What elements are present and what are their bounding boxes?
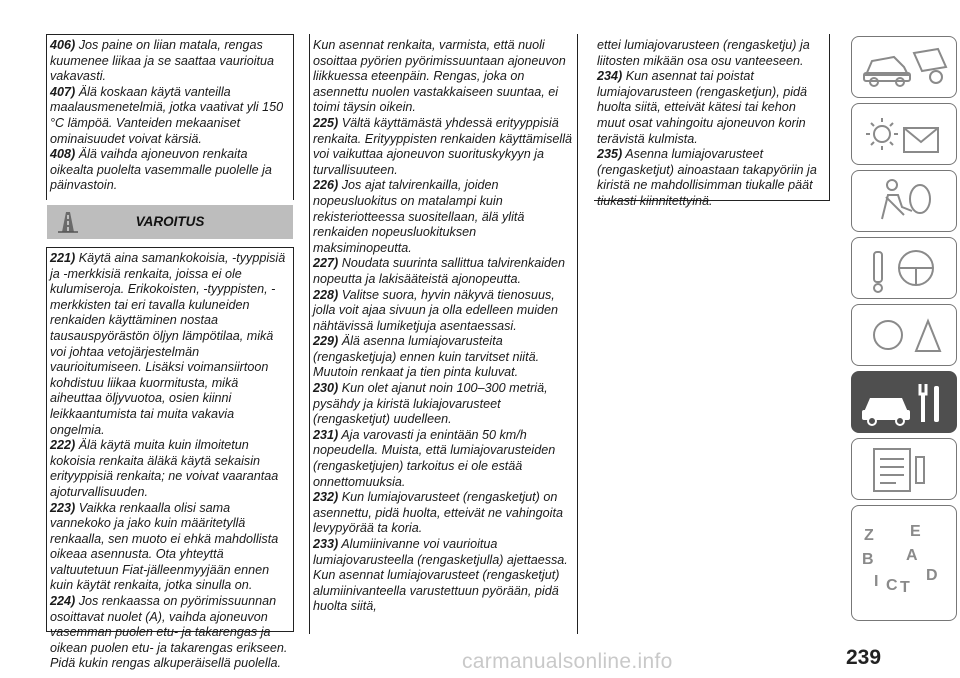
tab-technical-data[interactable] <box>851 438 957 500</box>
note-text: Kun asennat renkaita, varmista, että nuoli osoittaa pyörien pyörimissuuntaan ajoneuvon liikkuessa eteenpäin. Rengas, joka on asennettu nuolen vastakkaiseen suuntaa, ei toimi täysin oikein. <box>313 38 566 115</box>
svg-text:E: E <box>910 523 921 540</box>
note-number: 407) <box>50 84 76 99</box>
svg-text:Z: Z <box>864 527 874 544</box>
note-407 <box>50 85 292 147</box>
note-number: 232) <box>313 490 339 505</box>
specifications-list-icon <box>852 439 956 499</box>
warning-221 <box>50 251 292 438</box>
warning-228 <box>313 288 575 335</box>
column-2 <box>313 38 575 615</box>
col1-lower-right-rule <box>293 247 294 631</box>
note-text: Älä asenna lumiajovarusteita (rengasketjuja) ennen kuin tarvitset niitä. Muutoin renkaat ja tien pinta kuluvat. <box>313 334 540 380</box>
note-text: Valitse suora, hyvin näkyvä tienosuus, jolla voit ajaa sivuun ja olla edelleen muiden nähtävissä lumiketjuja asentaessasi. <box>313 287 559 333</box>
note-number: 231) <box>313 427 339 442</box>
warning-222 <box>50 438 292 500</box>
col1-left-rule <box>46 34 47 200</box>
car-info-icon <box>852 37 956 97</box>
warning-227 <box>313 256 575 287</box>
warning-223 <box>50 501 292 595</box>
tab-dashboard-lights[interactable] <box>851 103 957 165</box>
col3-right-rule <box>829 34 830 200</box>
safety-airbag-icon <box>852 171 956 231</box>
svg-text:I: I <box>874 573 879 590</box>
note-text: Kun olet ajanut noin 100–300 metriä, pysähdy ja kiristä lukiajovarusteet (rengasketjut) uudelleen. <box>313 381 548 427</box>
note-text: Kun asennat tai poistat lumiajovarusteen (rengasketjun), pidä huolta siitä, etteivät kätesi tai kehon muut osat vahingoitu ajoneuvon korin terävistä kulmista. <box>597 69 808 146</box>
note-number: 223) <box>50 500 76 515</box>
warning-233 <box>313 537 575 615</box>
note-text: Alumiinivanne voi vaurioitua lumiajovarusteella (rengasketjulla) ajettaessa. Kun asennat lumiajovarusteet (rengasketjut) alumiinivanteella varustettuun pyörään, pidä huolta siitä, <box>313 537 568 614</box>
note-text: Jos ajat talvirenkailla, joiden nopeusluokitus on matalampi kuin rekisteriotteessa suositellaan, älä ylitä renkaiden nopeusluokituksen maksiminopeutta. <box>313 178 525 255</box>
svg-text:C: C <box>886 577 898 594</box>
note-number: 230) <box>313 381 339 396</box>
note-text: Vaikka renkaalla olisi sama vannekoko ja jako kuin määritetyllä renkaalla, sen muoto ei ehkä mahdollista oikeaa asennusta. Ota yhteyttä valtuutetuun Fiat-jälleenmyyjään ennen kuin käytät renkaita, jotka sinulla on. <box>50 500 279 593</box>
note-number: 408) <box>50 147 76 162</box>
warning-230 <box>313 381 575 428</box>
note-number: 228) <box>313 287 339 302</box>
warning-continuation <box>597 38 827 69</box>
warning-235 <box>597 147 827 209</box>
note-number: 222) <box>50 438 76 453</box>
svg-text:B: B <box>862 551 874 568</box>
warning-continuation <box>313 38 575 116</box>
svg-text:D: D <box>926 567 938 584</box>
col1-lower-left-rule <box>46 247 47 631</box>
note-text: Käytä aina samankokoisia, -tyyppisiä ja -merkkisiä renkaita, joissa ei ole kulumiseroja. Erikokoisten, -tyyppisten, -merkkisten tai eri tavalla kuluneiden renkaiden käyttäminen nostaa tausauspyörästön öljyn lämpötilaa, mikä voi johtaa vetojärjestelmän vaurioitumiseen. Lisäksi voimansiirtoon kohdistuu liikaa kuormitusta, mikä aiheuttaa öljyvuotoa, osien kiinni leikkaantumista tai muita vakavia ongelmia. <box>50 251 286 437</box>
note-text: Asenna lumiajovarusteet (rengasketjut) ainoastaan takapyöriin ja kiristä ne mahdollisimman tiukalle päät tiukasti kiinnitettyinä. <box>597 147 817 208</box>
alphabetical-index-icon <box>852 506 956 620</box>
emergency-triangle-icon <box>852 305 956 365</box>
note-number: 221) <box>50 251 76 265</box>
dashboard-lights-icon <box>852 104 956 164</box>
car-maintenance-icon <box>852 372 956 432</box>
note-text: Kun lumiajovarusteet (rengasketjut) on asennettu, pidä huolta, etteivät ne vahingoita levypyörää ta koria. <box>313 490 563 536</box>
watermark: carmanualsonline.info <box>462 650 673 673</box>
column-3 <box>597 38 827 210</box>
col1-mid-rule <box>46 247 294 248</box>
tab-in-an-emergency[interactable] <box>851 304 957 366</box>
column-divider-2 <box>577 34 578 634</box>
note-number: 229) <box>313 334 339 349</box>
note-text: Älä vaihda ajoneuvon renkaita oikealta puolelta vasemmalle puolelle ja päinvastoin. <box>50 147 272 193</box>
column-divider-1 <box>309 34 310 634</box>
note-text: ettei lumiajovarusteen (rengasketju) ja liitosten mikään osa osu vanteeseen. <box>597 38 810 68</box>
note-number: 226) <box>313 178 339 193</box>
col1-top-rule <box>46 34 294 35</box>
tab-starting-driving[interactable] <box>851 237 957 299</box>
note-408 <box>50 147 292 194</box>
warning-232 <box>313 490 575 537</box>
note-text: Noudata suurinta sallittua talvirenkaiden nopeutta ja lakisääteistä ajonopeutta. <box>313 256 566 286</box>
page-number: 239 <box>846 646 882 669</box>
note-number: 225) <box>313 115 339 130</box>
key-steering-wheel-icon <box>852 238 956 298</box>
warning-225 <box>313 116 575 178</box>
note-text: Vältä käyttämästä yhdessä erityyppisiä renkaita. Erityyppisten renkaiden käyttämisellä voi vaikuttaa ajoneuvon suorituskykyyn ja turvallisuuteen. <box>313 115 572 177</box>
note-number: 224) <box>50 594 76 609</box>
note-406 <box>50 38 292 85</box>
note-text: Jos renkaassa on pyörimissuunnan osoittavat nuolet (A), vaihda ajoneuvon vasemman puolen etu- ja takarengas ja oikean puolen etu- ja takarengas erikseen. Pidä kukin rengas alkuperäisellä puolella. <box>50 594 288 671</box>
tab-safety[interactable] <box>851 170 957 232</box>
note-text: Älä koskaan käytä vanteilla maalausmenetelmiä, jotka vaativat yli 150 °C lämpöä. Vanteiden mekaaniset ominaisuudet voivat kärsiä. <box>50 84 284 146</box>
tab-servicing-and-care[interactable] <box>851 371 957 433</box>
column-1-bottom <box>50 251 292 672</box>
note-text: Älä käytä muita kuin ilmoitetun kokoisia renkaita äläkä käytä sekaisin erityyppisiä renkaita; ne voivat vaarantaa ajoturvallisuuden. <box>50 438 279 499</box>
col1-right-rule <box>293 34 294 200</box>
note-number: 235) <box>597 147 623 162</box>
warning-226 <box>313 178 575 256</box>
warning-234 <box>597 69 827 147</box>
warning-229 <box>313 334 575 381</box>
note-number: 227) <box>313 256 339 271</box>
warning-224 <box>50 594 292 672</box>
warning-title: VAROITUS <box>135 214 205 229</box>
svg-text:T: T <box>900 579 910 596</box>
note-number: 406) <box>50 38 76 52</box>
tab-index[interactable] <box>851 505 957 621</box>
note-text: Aja varovasti ja enintään 50 km/h nopeudella. Muista, että lumiajovarusteiden (rengasketjujen) tarkoitus ei ole estää onnettomuuksia. <box>313 427 556 489</box>
note-text: Jos paine on liian matala, rengas kuumenee liikaa ja se saattaa vaurioitua vakavasti. <box>50 38 275 84</box>
column-1-top <box>50 38 292 194</box>
warning-231 <box>313 428 575 490</box>
warning-banner <box>47 205 293 239</box>
note-number: 233) <box>313 537 339 551</box>
svg-text:A: A <box>906 547 918 564</box>
tab-knowing-your-car[interactable] <box>851 36 957 98</box>
note-number: 234) <box>597 69 623 84</box>
